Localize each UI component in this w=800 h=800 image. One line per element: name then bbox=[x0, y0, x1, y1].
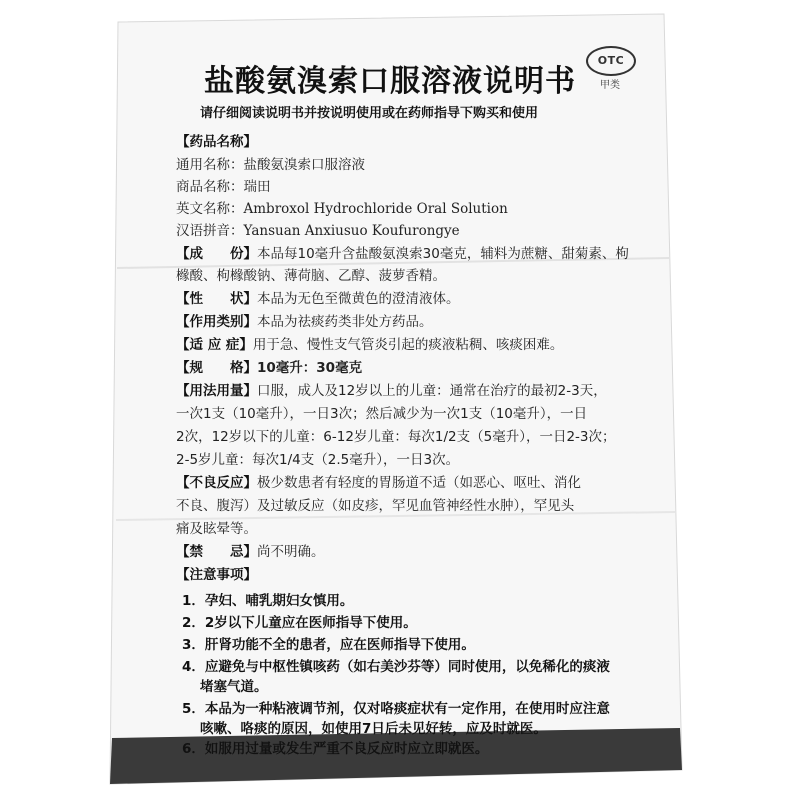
document-subtitle: 请仔细阅读说明书并按说明使用或在药师指导下购买和使用 bbox=[200, 106, 539, 121]
adverse-row bbox=[176, 474, 581, 492]
dosage-text-3: 2次，12岁以下的儿童：6-12岁儿童：每次1/2支（5毫升），一日2-3次； bbox=[176, 429, 616, 445]
spec-text: 10毫升：30毫克 bbox=[257, 360, 363, 376]
spec-row bbox=[176, 359, 362, 377]
adverse-text-3: 痛及眩晕等。 bbox=[176, 521, 257, 537]
composition-row bbox=[176, 245, 629, 263]
category-row bbox=[176, 313, 433, 331]
note-item-continued: 堵塞气道。 bbox=[200, 679, 268, 695]
generic-name: 通用名称：盐酸氨溴索口服溶液 bbox=[176, 157, 365, 173]
drug-name-header: 【药品名称】 bbox=[176, 134, 257, 150]
indications-text: 用于急、慢性支气管炎引起的痰液粘稠、咳痰困难。 bbox=[252, 337, 564, 353]
composition-header: 【成 份】 bbox=[176, 246, 257, 262]
notes-header: 【注意事项】 bbox=[176, 567, 257, 583]
adverse-text-1: 极少数患者有轻度的胃肠道不适（如恶心、呕吐、消化 bbox=[257, 475, 581, 491]
note-item: 6．如服用过量或发生严重不良反应时应立即就医。 bbox=[182, 741, 489, 757]
spec-header: 【规 格】 bbox=[176, 360, 257, 376]
note-item-continued: 咳嗽、咯痰的原因，如使用7日后未见好转，应及时就医。 bbox=[200, 721, 547, 737]
note-item: 5．本品为一种粘液调节剂，仅对咯痰症状有一定作用，在使用时应注意 bbox=[182, 701, 610, 717]
pinyin-name: 汉语拼音：Yansuan Anxiusuo Koufurongye bbox=[176, 223, 460, 239]
dosage-text-2: 一次1支（10毫升），一日3次；然后减少为一次1支（10毫升），一日 bbox=[176, 406, 588, 422]
composition-text: 本品每10毫升含盐酸氨溴索30毫克，辅料为蔗糖、甜菊素、枸 bbox=[257, 246, 629, 262]
otc-badge: OTC bbox=[586, 46, 636, 76]
dosage-header: 【用法用量】 bbox=[176, 383, 257, 399]
adverse-text-2: 不良、腹泻）及过敏反应（如皮疹，罕见血管神经性水肿），罕见头 bbox=[176, 498, 575, 514]
dosage-row bbox=[176, 382, 607, 400]
category-header: 【作用类别】 bbox=[176, 314, 257, 330]
contra-row bbox=[176, 543, 325, 561]
trade-name: 商品名称：瑞田 bbox=[176, 179, 271, 195]
note-item: 4．应避免与中枢性镇咳药（如右美沙芬等）同时使用，以免稀化的痰液 bbox=[182, 659, 610, 675]
english-name: 英文名称：Ambroxol Hydrochloride Oral Solution bbox=[176, 201, 508, 217]
contra-header: 【禁 忌】 bbox=[176, 544, 257, 560]
properties-header: 【性 状】 bbox=[176, 291, 257, 307]
category-text: 本品为祛痰药类非处方药品。 bbox=[257, 314, 433, 330]
note-item: 1．孕妇、哺乳期妇女慎用。 bbox=[182, 593, 354, 609]
dosage-text-4: 2-5岁儿童：每次1/4支（2.5毫升），一日3次。 bbox=[176, 452, 460, 468]
note-item: 3．肝肾功能不全的患者，应在医师指导下使用。 bbox=[182, 637, 475, 653]
composition-text-2: 橼酸、枸橼酸钠、薄荷脑、乙醇、菠萝香精。 bbox=[176, 268, 446, 284]
otc-class-label: 甲类 bbox=[600, 80, 620, 91]
adverse-header: 【不良反应】 bbox=[176, 475, 257, 491]
contra-text: 尚不明确。 bbox=[257, 544, 325, 560]
note-item: 2．2岁以下儿童应在医师指导下使用。 bbox=[182, 615, 417, 631]
properties-row bbox=[176, 290, 460, 308]
properties-text: 本品为无色至微黄色的澄清液体。 bbox=[257, 291, 460, 307]
document-title: 盐酸氨溴索口服溶液说明书 bbox=[204, 64, 576, 99]
indications-header: 【适 应 症】 bbox=[176, 337, 253, 353]
dosage-text-1: 口服，成人及12岁以上的儿童：通常在治疗的最初2-3天， bbox=[257, 383, 607, 399]
indications-row bbox=[176, 336, 563, 354]
